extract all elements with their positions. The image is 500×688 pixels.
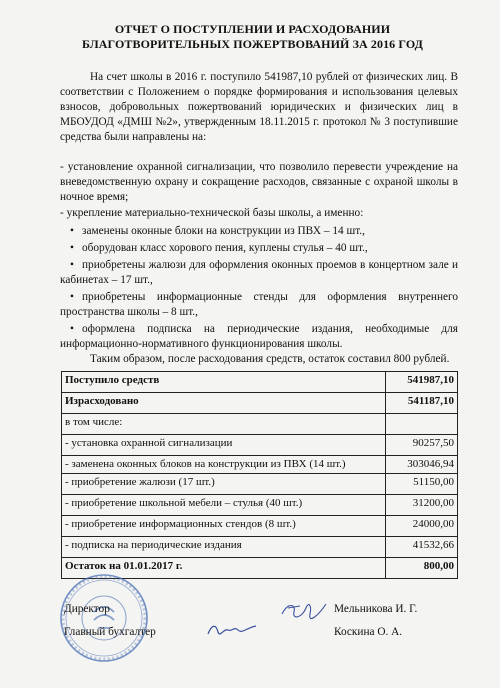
accountant-name: Коскина О. А. <box>334 626 403 638</box>
table-row-received: Поступило средств 541987,10 <box>62 372 458 393</box>
accountant-signature-icon <box>206 618 260 640</box>
bullet-icon: • <box>70 225 74 237</box>
table-row: - приобретение школьной мебели – стулья (40 шт.) 31200,00 <box>62 495 458 516</box>
director-name: Мельникова И. Г. <box>334 603 418 615</box>
expense-table <box>61 371 458 579</box>
intro-paragraph: На счет школы в 2016 г. поступило 541987,10 рублей от физических лиц. В соответствии с Положением о порядке формирования и использования целевых взносов, добровольных пожертвований юридических и физических лиц в МБОУДОД «ДМШ №2», утвержденным 18.11.2015 г. протокол № 3 поступившие средства были направлены на: <box>60 71 458 143</box>
director-signature-icon <box>278 598 330 626</box>
bullet-icon: • <box>70 291 74 303</box>
bullet-list <box>60 224 458 354</box>
summary-paragraph: Таким образом, после расходования средств, остаток составил 800 рублей. <box>90 353 450 365</box>
table-row: - заменена оконных блоков на конструкции из ПВХ (14 шт.) 303046,94 <box>62 456 458 474</box>
item-alarm: - установление охранной сигнализации, что позволило перевести учреждение на вневедомственную охрану и сокращение расходов, связанные с охраной школы в ночное время; <box>60 161 458 203</box>
table-row-spent: Израсходовано 541187,10 <box>62 393 458 414</box>
bullet-icon: • <box>70 242 74 254</box>
list-item: • заменены оконные блоки на конструкции из ПВХ – 14 шт., <box>70 225 365 237</box>
list-item: • оборудован класс хорового пения, куплены стулья – 40 шт., <box>70 242 368 254</box>
document-title <box>60 22 445 52</box>
list-item: • приобретены жалюзи для оформления оконных проемов в концертном зале и кабинетах – 17 шт., <box>60 259 458 286</box>
table-row-including: в том числе: <box>62 414 458 435</box>
title-line-1: ОТЧЕТ О ПОСТУПЛЕНИИ И РАСХОДОВАНИИ <box>114 22 391 36</box>
list-item: • приобретены информационные стенды для оформления внутреннего пространства школы – 8 шт., <box>60 291 458 318</box>
title-line-2: БЛАГОТВОРИТЕЛЬНЫХ ПОЖЕРТВОВАНИЙ ЗА 2016 ГОД <box>81 37 424 51</box>
table-row: - приобретение информационных стендов (8 шт.) 24000,00 <box>62 516 458 537</box>
table-row: - установка охранной сигнализации 90257,50 <box>62 435 458 456</box>
item-material-base: - укрепление материально-технической базы школы, а именно: <box>60 207 364 219</box>
bullet-icon: • <box>70 323 74 335</box>
list-item: • оформлена подписка на периодические издания, необходимые для информационно-нормативного функционирования школы. <box>60 323 458 350</box>
official-stamp-icon <box>58 572 150 664</box>
table-row-balance: Остаток на 01.01.2017 г. 800,00 <box>62 558 458 579</box>
director-role: Директор <box>64 603 110 615</box>
accountant-role: Главный бухгалтер <box>64 626 156 638</box>
bullet-icon: • <box>70 259 74 271</box>
table-row: - приобретение жалюзи (17 шт.) 51150,00 <box>62 474 458 495</box>
table-row: - подписка на периодические издания 41532,66 <box>62 537 458 558</box>
